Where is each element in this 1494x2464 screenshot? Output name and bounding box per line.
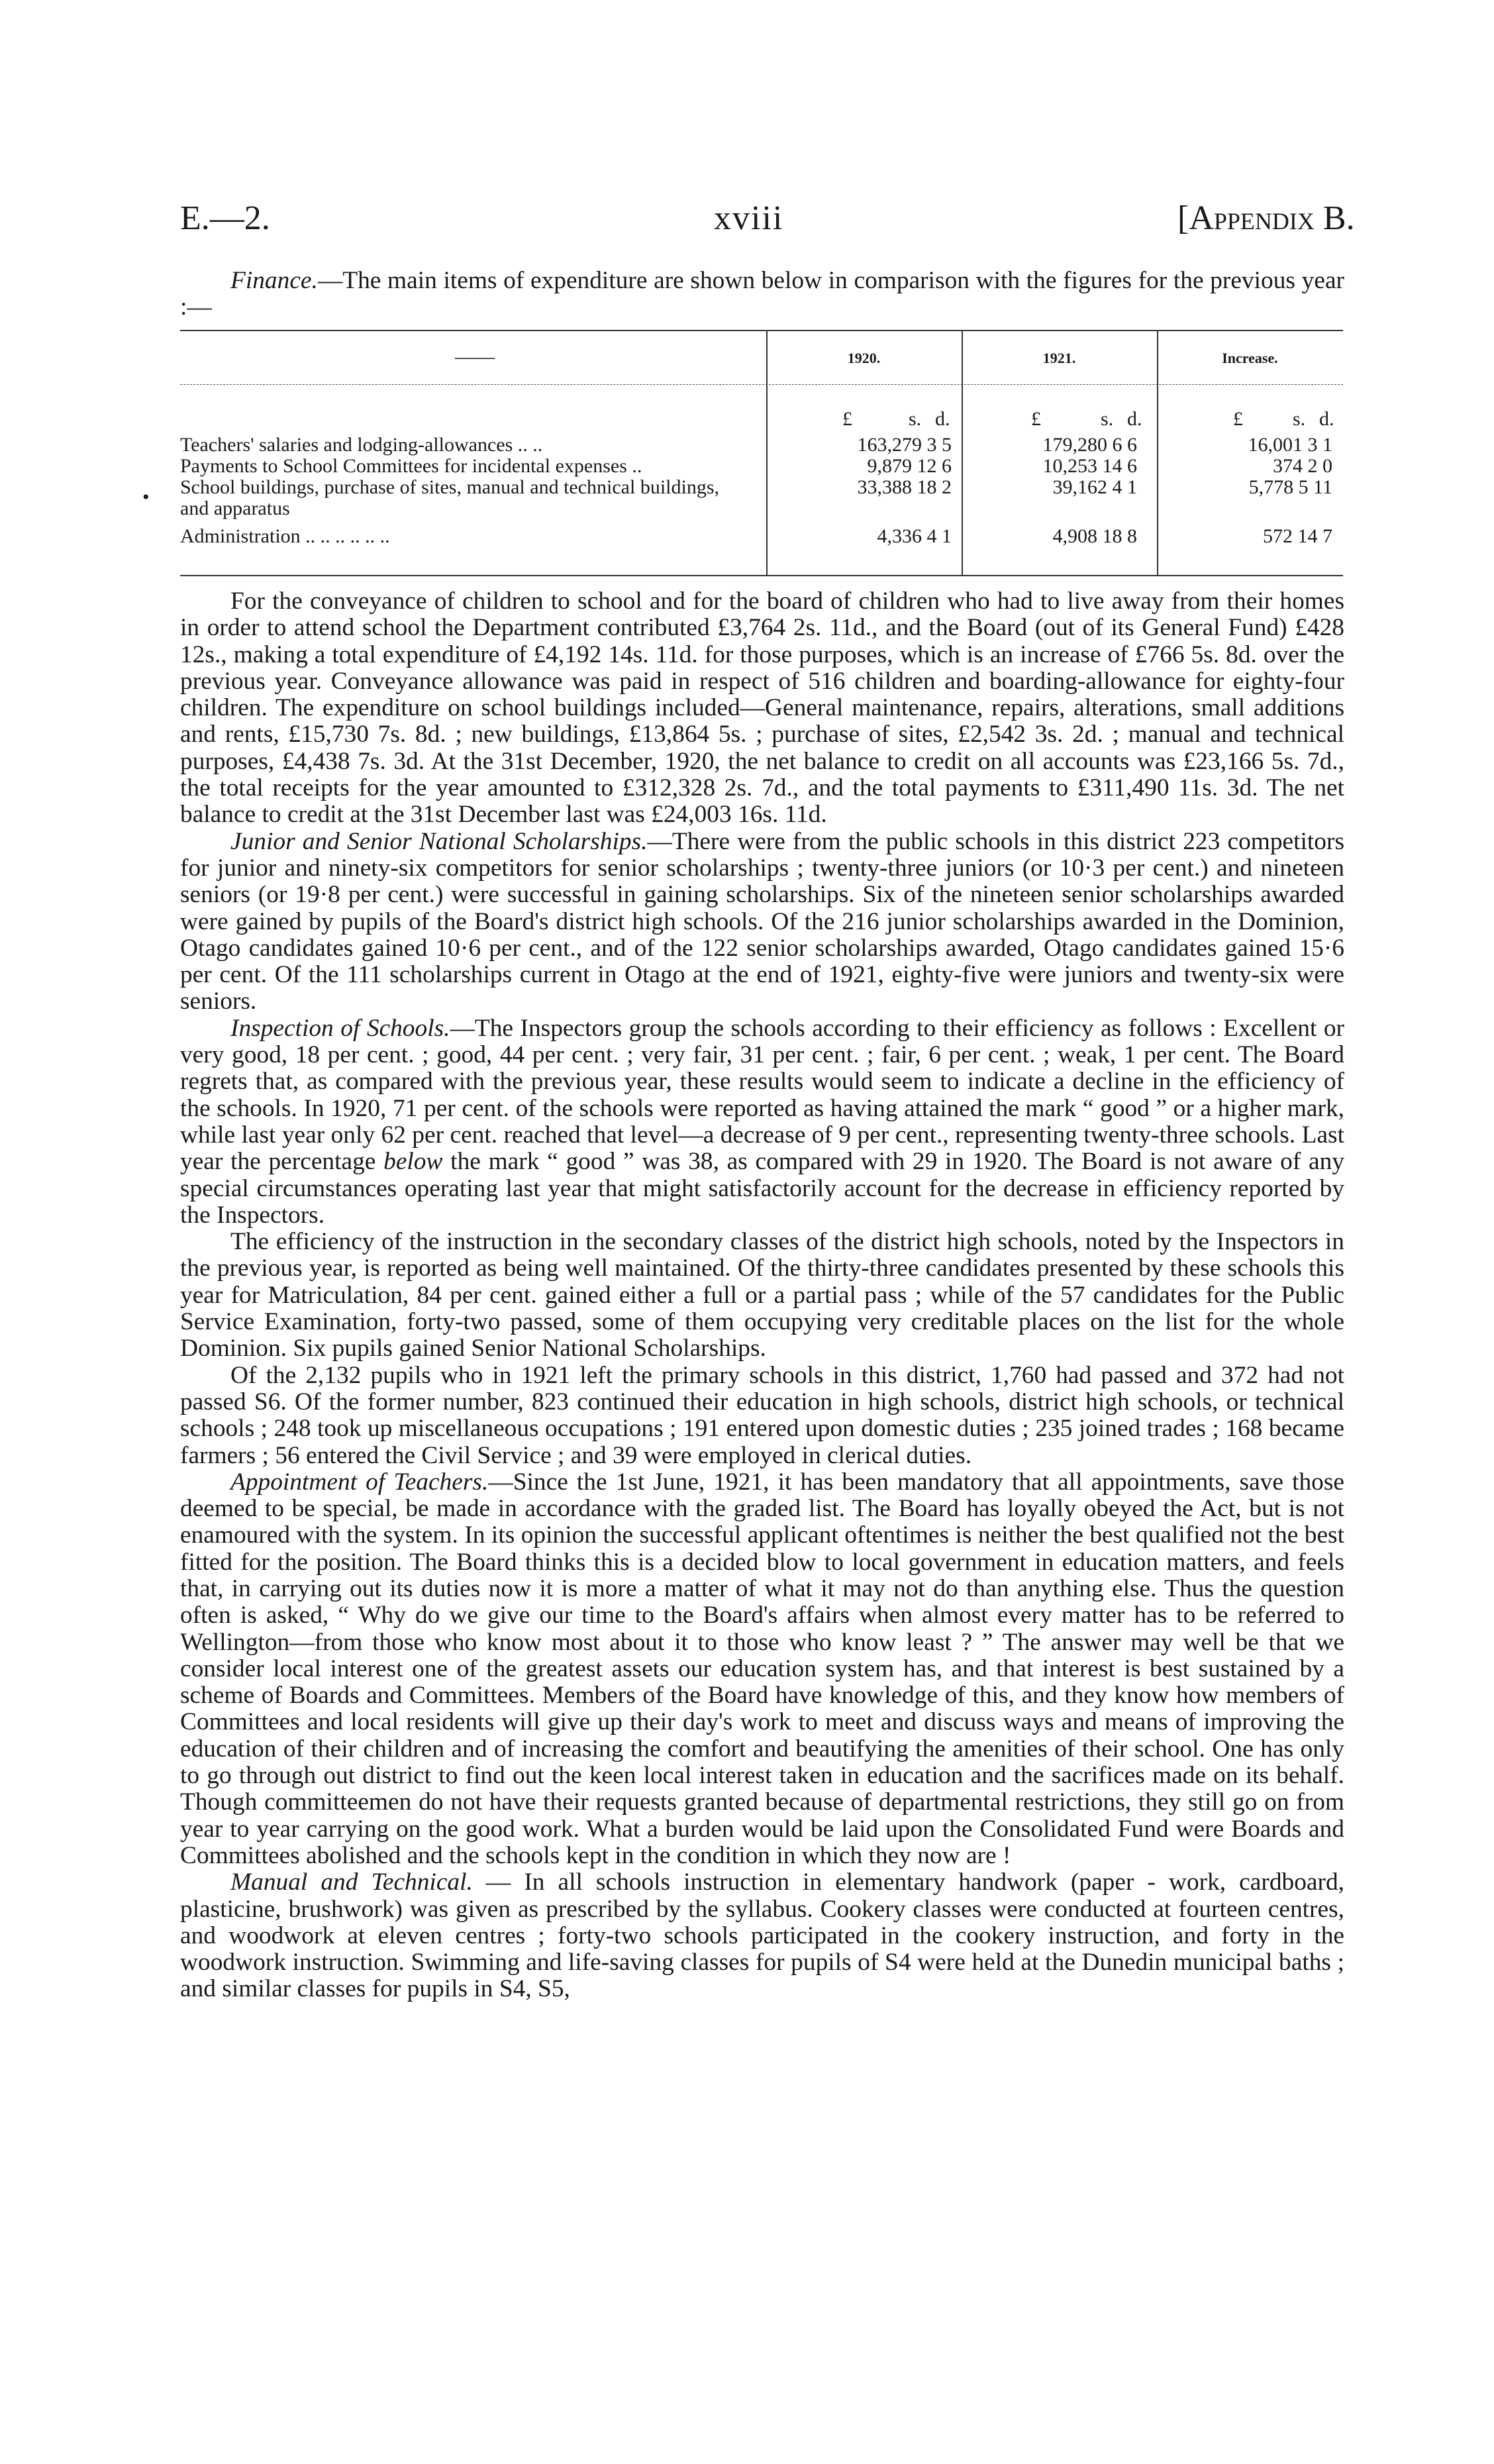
page-number: xviii: [714, 199, 784, 237]
value-increase: 374 2 0: [1273, 455, 1332, 477]
row-label: Administration .. .. .. .. .. ..: [180, 525, 390, 547]
value-1920: 4,336 4 1: [877, 525, 952, 547]
value-1920: 33,388 18 2: [857, 476, 952, 498]
appendix-text: Appendix B.: [1189, 199, 1355, 237]
row-label: Payments to School Committees for incidental expenses ..: [180, 455, 642, 477]
unit-shilling: s.: [1101, 408, 1114, 430]
finance-heading: Finance.: [230, 267, 318, 294]
inspection-text-a: —The Inspectors group the schools according to their efficiency as follows : Excellent or very good, 18 per cent. ; good, 44 per cent. ; very fair, 31 per cent. ; fair, 6 per cent. ; weak, 1 per cent. The Board regrets that, as compared with the previous year, these results would seem to indicate a decline in the efficiency of the schools. In 1920, 71 per cent. of the schools were reported as having attained the mark “ good ” or a higher mark, while last year only 62 per cent. reached that level—a decrease of 9 per cent., representing twenty-three schools. Last year the percentage: [180, 1014, 1344, 1176]
column-header-1921: 1921.: [1042, 350, 1076, 366]
inspection-text-b: the mark “ good ” was 38, as compared with 29 in 1920. The Board is not aware of any special circumstances operating last year that might satisfactorily account for the decrease in efficiency reported by the Inspectors.: [180, 1148, 1344, 1229]
value-1920: 9,879 12 6: [867, 455, 952, 477]
column-header-increase: Increase.: [1222, 350, 1278, 366]
appointment-heading: Appointment of Teachers.: [230, 1468, 489, 1496]
manual-technical-heading: Manual and Technical.: [230, 1869, 473, 1896]
scholarships-text: —There were from the public schools in this district 223 competitors for junior and ninety-six competitors for senior scholarships ; twenty-three juniors (or 10·3 per cent.) and nineteen seniors (or 19·8 per cent.) were successful in gaining scholarships. Six of the nineteen senior scholarships awarded were gained by pupils of the Board's district high schools. Of the 216 junior scholarships awarded in the Dominion, Otago candidates gained 10·6 per cent., and of the 122 senior scholarships awarded, Otago candidates gained 15·6 per cent. Of the 111 scholarships current in Otago at the end of 1921, eighty-five were juniors and twenty-six were seniors.: [180, 827, 1344, 1015]
unit-pence: d.: [935, 408, 950, 430]
manual-technical-paragraph: [180, 1869, 1344, 2002]
column-header-label: ——: [455, 346, 495, 368]
unit-pound: £: [1031, 408, 1041, 430]
manual-technical-text: — In all schools instruction in elementary handwork (paper - work, cardboard, plasticine, brushwork) was given as prescribed by the syllabus. Cookery classes were conducted at fourteen centres, and woodwork at eleven centres ; forty-two schools participated in the cookery instruction, and forty in the woodwork instruction. Swimming and life-saving classes for pupils of S4 were held at the Dunedin municipal baths ; and similar classes for pupils in S4, S5,: [180, 1869, 1344, 2003]
appendix-bracket: [: [1177, 199, 1189, 237]
row-label: Teachers' salaries and lodging-allowances .. ..: [180, 434, 543, 456]
value-1921: 10,253 14 6: [1042, 455, 1137, 477]
appointment-paragraph: [180, 1469, 1344, 1869]
value-increase: 5,778 5 11: [1248, 476, 1332, 498]
finance-table: [180, 330, 1343, 582]
table-rule-header: [180, 384, 1343, 385]
conveyance-paragraph: For the conveyance of children to school and for the board of children who had to live away from their homes in order to attend school the Department contributed £3,764 2s. 11d., and the Board (out of its General Fund) £428 12s., making a total expenditure of £4,192 14s. 11d. for those purposes, which is an increase of £766 5s. 8d. over the previous year. Conveyance allowance was paid in respect of 516 children and boarding-allowance for eighty-four children. The expenditure on school buildings included—General maintenance, repairs, alterations, small additions and rents, £15,730 7s. 8d. ; new buildings, £13,864 5s. ; purchase of sites, £2,542 3s. 2d. ; manual and technical purposes, £4,438 7s. 3d. At the 31st December, 1920, the net balance to credit on all accounts was £23,166 5s. 7d., the total receipts for the year amounted to £312,328 2s. 7d., and the total payments to £311,490 11s. 3d. The net balance to credit at the 31st December last was £24,003 16s. 11d.: [180, 588, 1344, 829]
inspection-emphasis: below: [383, 1148, 443, 1176]
unit-pound: £: [1233, 408, 1243, 430]
inspection-paragraph: [180, 1015, 1344, 1229]
value-1921: 39,162 4 1: [1052, 476, 1137, 498]
table-rule-top: [180, 330, 1343, 331]
value-increase: 16,001 3 1: [1248, 434, 1332, 456]
table-rule-bottom: [180, 575, 1343, 576]
inspection-heading: Inspection of Schools.: [230, 1014, 450, 1042]
column-header-1920: 1920.: [847, 350, 881, 366]
unit-pence: d.: [1319, 408, 1334, 430]
scholarships-heading: Junior and Senior National Scholarships.: [230, 827, 648, 855]
value-1920: 163,279 3 5: [857, 434, 952, 456]
unit-shilling: s.: [909, 408, 922, 430]
appointment-text: —Since the 1st June, 1921, it has been mandatory that all appointments, save those deemed to be special, be made in accordance with the graded list. The Board has loyally obeyed the Act, but is not enamoured with the system. In its opinion the successful applicant oftentimes is neither the best qualified not the best fitted for the position. The Board thinks this is a decided blow to local government in education matters, and feels that, in carrying out its duties now it is more a matter of what it may not do than anything else. Thus the question often is asked, “ Why do we give our time to the Board's affairs when almost every matter has to be referred to Wellington—from those who know most about it to those who know least ? ” The answer may well be that we consider local interest one of the greatest assets our education system has, and that interest is best sustained by a scheme of Boards and Committees. Members of the Board have knowledge of this, and they know how members of Committees and local residents will give up their day's work to meet and discuss ways and means of improving the education of their children and of increasing the comfort and beautifying the amenities of their school. One has only to go through out district to find out the keen local interest taken in education and the sacrifices made on its behalf. Though committeemen do not have their requests granted because of departmental restrictions, they still go on from year to year carrying on the good work. What a burden would be laid upon the Consolidated Fund were Boards and Committees abolished and the schools kept in the condition in which they now are !: [180, 1468, 1344, 1869]
unit-pound: £: [842, 408, 852, 430]
finance-intro: [180, 268, 1344, 321]
body-text: [180, 588, 1344, 2003]
value-1921: 179,280 6 6: [1042, 434, 1137, 456]
secondary-classes-paragraph: The efficiency of the instruction in the secondary classes of the district high schools, noted by the Inspectors in the previous year, is reported as being well maintained. Of the thirty-three candidates presented by these schools this year for Matriculation, 84 per cent. gained either a full or a partial pass ; while of the 57 candidates for the Public Service Examination, forty-two passed, some of them occupying very creditable places on the list for the whole Dominion. Six pupils gained Senior National Scholarships.: [180, 1228, 1344, 1362]
value-increase: 572 14 7: [1263, 525, 1332, 547]
margin-bullet: •: [142, 486, 150, 508]
row-label: School buildings, purchase of sites, manual and technical buildings, and apparatus: [180, 476, 720, 519]
finance-intro-text: —The main items of expenditure are shown below in comparison with the figures for the previous year :—: [180, 267, 1344, 321]
value-1921: 4,908 18 8: [1052, 525, 1137, 547]
scholarships-paragraph: [180, 829, 1344, 1015]
unit-shilling: s.: [1293, 408, 1306, 430]
pupils-paragraph: Of the 2,132 pupils who in 1921 left the primary schools in this district, 1,760 had passed and 372 had not passed S6. Of the former number, 823 continued their education in high schools, district high schools, or technical schools ; 248 took up miscellaneous occupations ; 191 entered upon domestic duties ; 235 joined trades ; 168 became farmers ; 56 entered the Civil Service ; and 39 were employed in clerical duties.: [180, 1361, 1344, 1469]
unit-pence: d.: [1127, 408, 1142, 430]
appendix-label: [1177, 199, 1355, 238]
page-reference: E.—2.: [180, 199, 270, 237]
